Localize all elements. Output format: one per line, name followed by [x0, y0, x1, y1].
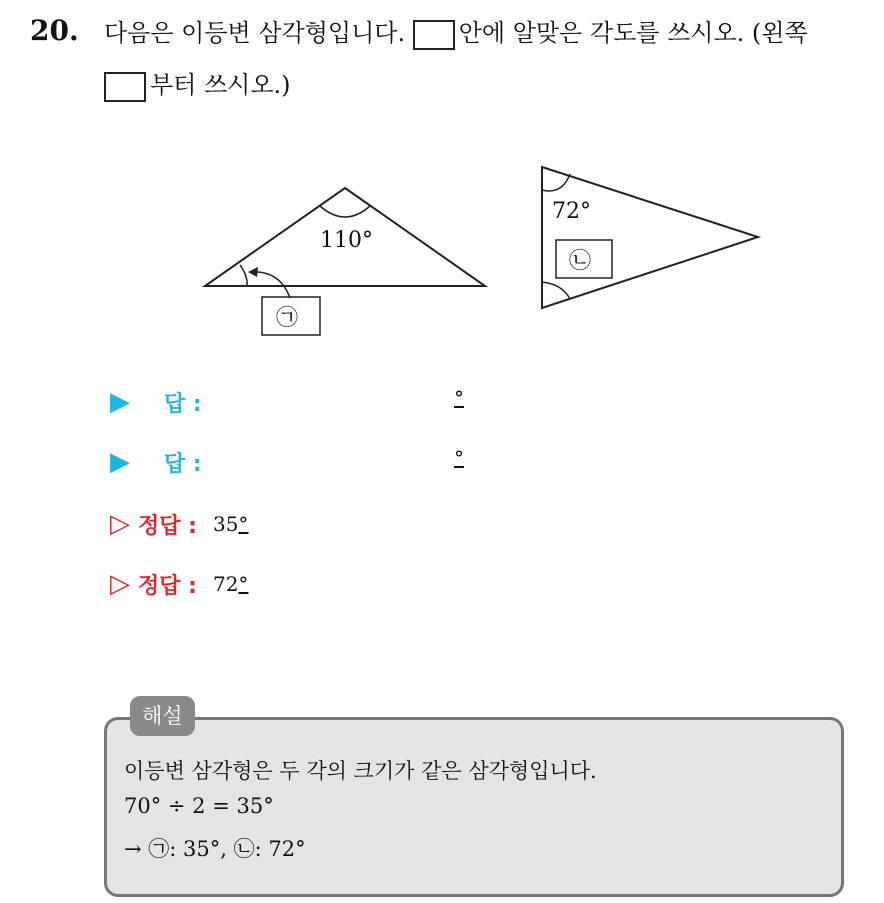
- question-text-part1: 다음은 이등변 삼각형입니다.: [104, 19, 406, 47]
- solution-value: 72: [212, 572, 239, 596]
- solution-value: 35: [212, 512, 239, 536]
- triangles-figure: [0, 0, 884, 360]
- explanation-tag: 해설: [130, 696, 195, 736]
- solution-marker-icon: ▷: [110, 509, 130, 539]
- explanation-line-3: → ㉠: 35°, ㉡: 72°: [124, 837, 306, 861]
- question-text-part2: 안에 알맞은 각도를 쓰시오. (왼쪽: [458, 19, 808, 47]
- solution-label: 정답 :: [138, 513, 197, 539]
- answer-marker-icon: ▶: [110, 387, 130, 417]
- right-box-symbol: ㉡: [569, 249, 592, 274]
- solution-marker-icon: ▷: [110, 569, 130, 599]
- solution-unit: °: [238, 512, 249, 536]
- right-bottom-angle-arc: [542, 282, 570, 299]
- answer-label: 답 :: [164, 451, 202, 477]
- left-box-symbol: ㉠: [276, 306, 299, 331]
- right-triangle: [542, 167, 758, 308]
- question-number: 20.: [30, 14, 79, 47]
- solution-row-2: [110, 566, 248, 602]
- question-text-part3: 부터 쓰시오.): [150, 71, 291, 99]
- answer-row-1: [110, 384, 202, 420]
- left-apex-angle-label: 110°: [320, 228, 373, 253]
- answer-unit: °: [454, 386, 464, 410]
- left-base-angle-arc: [240, 265, 247, 286]
- right-angle-label: 72°: [552, 199, 591, 224]
- left-apex-angle-arc: [320, 206, 370, 217]
- answer-marker-icon: ▶: [110, 447, 130, 477]
- answer-row-2: [110, 444, 202, 480]
- solution-label: 정답 :: [138, 573, 197, 599]
- answer-label: 답 :: [164, 391, 202, 417]
- solution-row-1: [110, 506, 248, 542]
- arrow-head: [248, 267, 258, 277]
- explanation-line-1: 이등변 삼각형은 두 각의 크기가 같은 삼각형입니다.: [124, 759, 597, 783]
- explanation-line-2: 70° ÷ 2 = 35°: [124, 794, 274, 818]
- solution-unit: °: [238, 572, 249, 596]
- right-top-angle-arc: [542, 174, 570, 191]
- answer-unit: °: [454, 446, 464, 470]
